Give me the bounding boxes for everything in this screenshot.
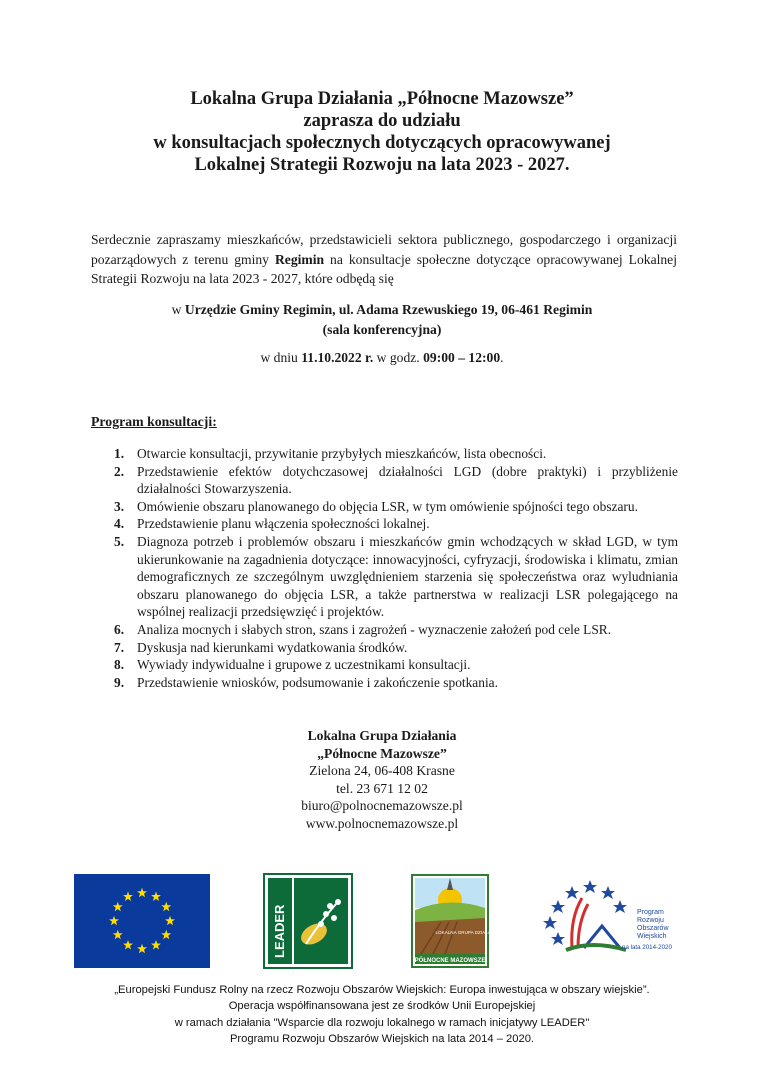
contact-phone: tel. 23 671 12 02 bbox=[336, 780, 428, 796]
date-mid: w godz. bbox=[373, 350, 424, 365]
list-item bbox=[106, 445, 678, 463]
eu-stars bbox=[74, 874, 210, 968]
program-list bbox=[106, 445, 678, 691]
item-text: Przedstawienie efektów dotychczasowej działalności LGD (dobre praktyki) i przybliżenie działalności Stowarzyszenia. bbox=[137, 463, 678, 497]
item-text: Przedstawienie wniosków, podsumowanie i zakończenie spotkania. bbox=[137, 674, 498, 690]
item-text: Omówienie obszaru planowanego do objęcia LSR, w tym omówienie spójności tego obszaru. bbox=[137, 498, 638, 514]
eu-star-icon bbox=[161, 930, 171, 939]
venue bbox=[60, 300, 704, 340]
contact-block bbox=[232, 727, 532, 833]
item-text: Dyskusja nad kierunkami wydatkowania środków. bbox=[137, 639, 408, 655]
item-text: Analiza mocnych i słabych stron, szans i zagrożeń - wyznaczenie założeń pod cele LSR. bbox=[137, 621, 612, 637]
list-item bbox=[106, 533, 678, 621]
item-number: 2. bbox=[114, 463, 125, 479]
venue-place: Urzędzie Gminy Regimin, ul. Adama Rzewuskiego 19, 06-461 Regimin bbox=[184, 302, 593, 317]
item-text: Diagnoza potrzeb i problemów obszaru i mieszkańców gmin wchodzących w skład LGD, w tym ukierunkowanie na zagadnienia dotyczące: innowacyjności, cyfryzacji, środowiska i klimatu, zmian demograficznych ze szczególnym uwzględnieniem starzenia się społeczeństwa oraz wyludniania obszaru planowanego do objęcia LSR, a także partnerstwa w realizacji LSR polegającego na wspólnej realizacji przedsięwzięć i projektów. bbox=[137, 533, 678, 620]
item-text: Otwarcie konsultacji, przywitanie przybyłych mieszkańców, lista obecności. bbox=[137, 446, 547, 461]
item-number: 1. bbox=[114, 446, 125, 461]
intro-line-3: Strategii Rozwoju na lata 2023 - 2027, które odbędą się bbox=[91, 271, 394, 286]
footer-line-2: Operacja współfinansowana jest ze środków Unii Europejskiej bbox=[228, 1000, 536, 1013]
eu-star-icon bbox=[123, 940, 133, 949]
eu-star-icon bbox=[109, 916, 119, 925]
item-number: 4. bbox=[114, 516, 125, 532]
lgd-small-text: LOKALNA GRUPA DZIAŁANIA bbox=[435, 930, 499, 935]
title-line-3: w konsultacjach społecznych dotyczących opracowywanej bbox=[153, 133, 611, 153]
footer bbox=[60, 982, 704, 1048]
eu-star-icon bbox=[151, 940, 161, 949]
eu-star-icon bbox=[113, 902, 123, 911]
prow-line-3: Obszarów bbox=[637, 925, 669, 932]
item-number: 9. bbox=[114, 674, 125, 690]
eu-star-icon bbox=[161, 902, 171, 911]
prow-line-4: Wiejskich bbox=[637, 933, 667, 940]
item-number: 6. bbox=[114, 621, 125, 637]
list-item bbox=[106, 515, 678, 533]
date-suffix: . bbox=[500, 350, 504, 365]
lgd-bottom-text: PÓŁNOCNE MAZOWSZE bbox=[414, 958, 486, 964]
footer-line-1: „Europejski Fundusz Rolny na rzecz Rozwoju Obszarów Wiejskich: Europa inwestująca w obszary wiejskie”. bbox=[114, 984, 650, 996]
intro-line-1: Serdecznie zapraszamy mieszkańców, przedstawicieli sektora publicznego, gospodarczego i organizacji bbox=[91, 232, 677, 247]
contact-website[interactable]: www.polnocnemazowsze.pl bbox=[305, 815, 459, 831]
intro-paragraph bbox=[91, 230, 677, 289]
prow-line-5: na lata 2014-2020 bbox=[622, 944, 672, 951]
lgd-logo-icon bbox=[411, 874, 499, 968]
list-item bbox=[106, 674, 678, 692]
prow-line-1: Program bbox=[637, 909, 664, 916]
prow-logo-icon bbox=[542, 878, 674, 958]
item-number: 3. bbox=[114, 498, 125, 514]
footer-line-4: Programu Rozwoju Obszarów Wiejskich na lata 2014 – 2020. bbox=[229, 1033, 535, 1046]
eu-star-icon bbox=[137, 944, 147, 953]
document-title bbox=[60, 88, 704, 176]
footer-line-3: w ramach działania "Wsparcie dla rozwoju lokalnego w ramach inicjatywy LEADER" bbox=[174, 1016, 590, 1029]
date-prefix: w dniu bbox=[260, 350, 302, 365]
item-number: 5. bbox=[114, 533, 125, 549]
venue-line bbox=[60, 300, 704, 320]
title-line-4: Lokalnej Strategii Rozwoju na lata 2023 - 2027. bbox=[194, 155, 570, 175]
contact-email[interactable]: biuro@polnocnemazowsze.pl bbox=[301, 798, 463, 814]
contact-name-2: „Północne Mazowsze” bbox=[317, 745, 447, 761]
leader-logo-icon bbox=[264, 874, 352, 968]
title-line-1: Lokalna Grupa Działania „Północne Mazowsze” bbox=[190, 89, 574, 109]
intro-line-2 bbox=[91, 250, 677, 270]
intro-gmina-name: Regimin bbox=[274, 251, 325, 267]
item-text: Przedstawienie planu włączenia społeczności lokalnej. bbox=[137, 516, 430, 532]
list-item bbox=[106, 621, 678, 639]
leader-text: LEADER bbox=[272, 904, 287, 958]
intro-line-2-post: na konsultacje społeczne dotyczące opracowywanej Lokalnej bbox=[324, 251, 677, 267]
eu-flag-icon bbox=[74, 874, 210, 968]
list-item bbox=[106, 463, 678, 498]
contact-address: Zielona 24, 06-408 Krasne bbox=[309, 763, 455, 779]
item-number: 8. bbox=[114, 657, 125, 673]
list-item bbox=[106, 498, 678, 516]
title-line-2: zaprasza do udziału bbox=[303, 111, 461, 131]
eu-star-icon bbox=[123, 892, 133, 901]
eu-star-icon bbox=[165, 916, 175, 925]
program-heading: Program konsultacji: bbox=[91, 414, 217, 429]
prow-line-2: Rozwoju bbox=[637, 917, 664, 924]
eu-star-icon bbox=[137, 888, 147, 897]
venue-room: (sala konferencyjna) bbox=[322, 322, 442, 337]
venue-prefix: w bbox=[171, 302, 185, 317]
eu-star-icon bbox=[113, 930, 123, 939]
item-number: 7. bbox=[114, 639, 125, 655]
list-item bbox=[106, 656, 678, 674]
date-hours: 09:00 – 12:00 bbox=[423, 350, 501, 365]
eu-star-icon bbox=[151, 892, 161, 901]
contact-name-1: Lokalna Grupa Działania bbox=[307, 728, 457, 743]
list-item bbox=[106, 639, 678, 657]
meeting-date bbox=[60, 348, 704, 368]
date-day: 11.10.2022 r. bbox=[301, 350, 374, 365]
item-text: Wywiady indywidualne i grupowe z uczestnikami konsultacji. bbox=[137, 657, 471, 673]
intro-line-2-pre: pozarządowych z terenu gminy bbox=[91, 251, 275, 267]
